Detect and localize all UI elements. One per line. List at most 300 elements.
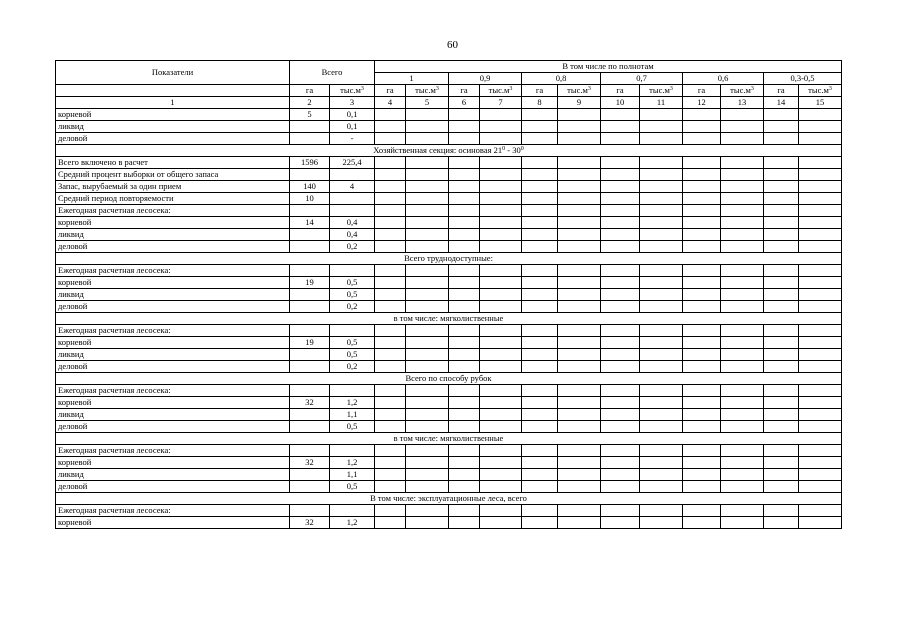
- empty-cell: [683, 469, 721, 481]
- row-label: ликвид: [56, 229, 290, 241]
- empty-cell: [601, 469, 640, 481]
- empty-cell: [601, 169, 640, 181]
- empty-cell: [683, 169, 721, 181]
- volume-cell: [330, 265, 375, 277]
- empty-cell: [480, 301, 522, 313]
- area-cell: 32: [290, 457, 330, 469]
- empty-cell: [522, 481, 558, 493]
- volume-cell: 0,2: [330, 241, 375, 253]
- empty-cell: [522, 409, 558, 421]
- empty-cell: [764, 121, 799, 133]
- empty-cell: [522, 421, 558, 433]
- empty-cell: [558, 277, 601, 289]
- empty-cell: [406, 157, 449, 169]
- column-number-cell: 5: [406, 97, 449, 109]
- empty-cell: [406, 241, 449, 253]
- row-label: деловой: [56, 241, 290, 253]
- empty-cell: [683, 445, 721, 457]
- density-header: 0,7: [601, 73, 683, 85]
- empty-cell: [558, 157, 601, 169]
- row-label: Средний процент выборки от общего запаса: [56, 169, 290, 181]
- volume-cell: 1,1: [330, 409, 375, 421]
- empty-cell: [601, 481, 640, 493]
- table-row: [56, 469, 842, 481]
- column-number-cell: 9: [558, 97, 601, 109]
- empty-cell: [721, 265, 764, 277]
- empty-cell: [522, 169, 558, 181]
- empty-cell: [480, 457, 522, 469]
- empty-cell: [764, 265, 799, 277]
- empty-cell: [799, 169, 842, 181]
- area-cell: 32: [290, 517, 330, 529]
- empty-cell: [683, 505, 721, 517]
- empty-cell: [601, 457, 640, 469]
- empty-cell: [522, 457, 558, 469]
- empty-cell: [522, 361, 558, 373]
- section-title: в том числе: мягколиственные: [56, 313, 842, 325]
- by-density-header: В том числе по полнотам: [375, 61, 842, 73]
- empty-cell: [601, 445, 640, 457]
- empty-cell: [558, 505, 601, 517]
- empty-cell: [640, 421, 683, 433]
- empty-cell: [558, 421, 601, 433]
- table-row: [56, 397, 842, 409]
- table-row: [56, 277, 842, 289]
- empty-cell: [522, 217, 558, 229]
- area-cell: [290, 133, 330, 145]
- unit-volume-sup: 3: [435, 86, 439, 93]
- empty-cell: [640, 469, 683, 481]
- empty-cell: [449, 469, 480, 481]
- empty-cell: [375, 481, 406, 493]
- empty-cell: [375, 385, 406, 397]
- table-row: [56, 157, 842, 169]
- area-cell: [290, 385, 330, 397]
- empty-cell: [375, 121, 406, 133]
- empty-cell: [683, 109, 721, 121]
- header-row-1: [56, 61, 842, 73]
- table-row: [56, 241, 842, 253]
- area-cell: 19: [290, 277, 330, 289]
- empty-cell: [640, 385, 683, 397]
- empty-cell: [721, 301, 764, 313]
- volume-cell: 1,2: [330, 457, 375, 469]
- empty-cell: [640, 325, 683, 337]
- empty-cell: [480, 481, 522, 493]
- table-row: [56, 133, 842, 145]
- volume-cell: [330, 325, 375, 337]
- empty-cell: [522, 109, 558, 121]
- units-row: [56, 85, 842, 97]
- area-cell: 5: [290, 109, 330, 121]
- empty-cell: [522, 445, 558, 457]
- empty-cell: [522, 277, 558, 289]
- empty-cell: [406, 109, 449, 121]
- row-label: Запас, вырубаемый за один прием: [56, 181, 290, 193]
- empty-cell: [375, 397, 406, 409]
- empty-cell: [558, 181, 601, 193]
- section-row: [56, 253, 842, 265]
- empty-cell: [449, 229, 480, 241]
- empty-cell: [522, 157, 558, 169]
- empty-cell: [640, 301, 683, 313]
- unit-volume-cell: $тыс.м^3$: [799, 85, 842, 97]
- empty-cell: [640, 241, 683, 253]
- empty-cell: [799, 481, 842, 493]
- empty-cell: [449, 481, 480, 493]
- empty-cell: [799, 505, 842, 517]
- empty-cell: [640, 205, 683, 217]
- empty-cell: [721, 445, 764, 457]
- empty-cell: [522, 349, 558, 361]
- volume-cell: 0,4: [330, 217, 375, 229]
- empty-cell: [558, 289, 601, 301]
- empty-cell: [558, 361, 601, 373]
- row-label: деловой: [56, 481, 290, 493]
- empty-cell: [375, 277, 406, 289]
- row-label: Ежегодная расчетная лесосека:: [56, 505, 290, 517]
- area-cell: [290, 121, 330, 133]
- empty-cell: [375, 109, 406, 121]
- volume-cell: [330, 505, 375, 517]
- empty-cell: [764, 385, 799, 397]
- empty-cell: [601, 133, 640, 145]
- empty-cell: [799, 469, 842, 481]
- row-label: деловой: [56, 421, 290, 433]
- empty-cell: [601, 109, 640, 121]
- section-title: в том числе: мягколиственные: [56, 433, 842, 445]
- empty-cell: [375, 517, 406, 529]
- row-label: корневой: [56, 109, 290, 121]
- empty-cell: [721, 517, 764, 529]
- empty-cell: [558, 169, 601, 181]
- empty-cell: [480, 229, 522, 241]
- empty-cell: [640, 193, 683, 205]
- empty-cell: [764, 133, 799, 145]
- density-header: 0,9: [449, 73, 522, 85]
- empty-cell: [480, 241, 522, 253]
- section-row: [56, 373, 842, 385]
- empty-cell: [764, 289, 799, 301]
- area-cell: [290, 409, 330, 421]
- area-cell: [290, 349, 330, 361]
- empty-cell: [558, 217, 601, 229]
- row-label: корневой: [56, 397, 290, 409]
- unit-volume-cell: $тыс.м^3$: [721, 85, 764, 97]
- volume-cell: [330, 205, 375, 217]
- empty-cell: [375, 457, 406, 469]
- area-cell: [290, 325, 330, 337]
- empty-cell: [799, 157, 842, 169]
- empty-cell: [522, 505, 558, 517]
- unit-volume-cell: $тыс.м^3$: [330, 85, 375, 97]
- empty-cell: [601, 217, 640, 229]
- area-cell: [290, 481, 330, 493]
- area-cell: [290, 169, 330, 181]
- empty-cell: [375, 325, 406, 337]
- empty-cell: [480, 445, 522, 457]
- column-number-row: [56, 97, 842, 109]
- empty-cell: [449, 289, 480, 301]
- indicators-header: Показатели: [56, 61, 290, 85]
- density-header: 0,3-0,5: [764, 73, 842, 85]
- table-row: [56, 193, 842, 205]
- empty-cell: [683, 337, 721, 349]
- empty-cell: [601, 193, 640, 205]
- empty-cell: [683, 121, 721, 133]
- empty-cell: [601, 517, 640, 529]
- empty-cell: [480, 109, 522, 121]
- empty-cell: [558, 205, 601, 217]
- empty-cell: [406, 301, 449, 313]
- table-row: [56, 361, 842, 373]
- empty-cell: [558, 325, 601, 337]
- volume-cell: [330, 169, 375, 181]
- empty-cell: [764, 505, 799, 517]
- empty-cell: [480, 325, 522, 337]
- empty-cell: [764, 193, 799, 205]
- area-cell: 14: [290, 217, 330, 229]
- area-cell: [290, 469, 330, 481]
- empty-cell: [721, 169, 764, 181]
- empty-cell: [683, 133, 721, 145]
- empty-cell: [640, 121, 683, 133]
- empty-cell: [764, 361, 799, 373]
- table-row: [56, 505, 842, 517]
- empty-cell: [406, 445, 449, 457]
- empty-cell: [764, 445, 799, 457]
- empty-cell: [683, 397, 721, 409]
- empty-cell: [721, 133, 764, 145]
- empty-cell: [449, 241, 480, 253]
- empty-cell: [375, 133, 406, 145]
- section-row: [56, 313, 842, 325]
- area-cell: 1596: [290, 157, 330, 169]
- unit-area-cell: га: [522, 85, 558, 97]
- area-cell: [290, 421, 330, 433]
- empty-cell: [764, 325, 799, 337]
- volume-cell: 0,1: [330, 121, 375, 133]
- empty-cell: [558, 469, 601, 481]
- volume-cell: 0,5: [330, 277, 375, 289]
- empty-cell: [522, 337, 558, 349]
- empty-cell: [640, 445, 683, 457]
- empty-cell: [721, 229, 764, 241]
- empty-cell: [721, 409, 764, 421]
- empty-cell: [764, 169, 799, 181]
- empty-cell: [721, 397, 764, 409]
- density-header: 0,8: [522, 73, 601, 85]
- area-cell: [290, 229, 330, 241]
- table-row: [56, 409, 842, 421]
- empty-cell: [406, 469, 449, 481]
- empty-cell: [375, 505, 406, 517]
- empty-cell: [799, 241, 842, 253]
- empty-cell: [601, 277, 640, 289]
- empty-cell: [640, 229, 683, 241]
- empty-cell: [601, 337, 640, 349]
- empty-cell: [558, 109, 601, 121]
- column-number-cell: 4: [375, 97, 406, 109]
- empty-cell: [449, 517, 480, 529]
- empty-cell: [799, 361, 842, 373]
- column-number-cell: 10: [601, 97, 640, 109]
- empty-cell: [721, 157, 764, 169]
- unit-volume-sup: 3: [828, 86, 832, 93]
- empty-cell: [406, 217, 449, 229]
- area-cell: [290, 445, 330, 457]
- area-cell: 19: [290, 337, 330, 349]
- row-label: корневой: [56, 277, 290, 289]
- empty-cell: [375, 217, 406, 229]
- empty-cell: [406, 133, 449, 145]
- volume-cell: 0,5: [330, 289, 375, 301]
- area-cell: 32: [290, 397, 330, 409]
- empty-cell: [449, 325, 480, 337]
- column-number-cell: 13: [721, 97, 764, 109]
- empty-cell: [764, 481, 799, 493]
- empty-cell: [640, 289, 683, 301]
- empty-cell: [480, 133, 522, 145]
- empty-cell: [799, 289, 842, 301]
- empty-cell: [640, 397, 683, 409]
- empty-cell: [601, 385, 640, 397]
- volume-cell: 0,5: [330, 349, 375, 361]
- row-label: ликвид: [56, 289, 290, 301]
- row-label: ликвид: [56, 349, 290, 361]
- empty-cell: [764, 517, 799, 529]
- empty-cell: [683, 385, 721, 397]
- unit-volume-sup: 3: [360, 86, 364, 93]
- empty-cell: [558, 397, 601, 409]
- empty-cell: [721, 361, 764, 373]
- column-number-cell: 11: [640, 97, 683, 109]
- empty-cell: [406, 325, 449, 337]
- empty-cell: [764, 217, 799, 229]
- row-label: деловой: [56, 361, 290, 373]
- empty-cell: [601, 349, 640, 361]
- empty-cell: [449, 265, 480, 277]
- empty-cell: [799, 337, 842, 349]
- empty-cell: [799, 217, 842, 229]
- empty-cell: [375, 289, 406, 301]
- empty-cell: [522, 517, 558, 529]
- empty-cell: [721, 277, 764, 289]
- column-number-cell: 6: [449, 97, 480, 109]
- unit-area-cell: га: [683, 85, 721, 97]
- empty-cell: [375, 421, 406, 433]
- empty-cell: [375, 337, 406, 349]
- empty-cell: [558, 121, 601, 133]
- empty-cell: [480, 289, 522, 301]
- empty-cell: [449, 121, 480, 133]
- section-row: [56, 493, 842, 505]
- empty-cell: [601, 157, 640, 169]
- column-number-cell: 12: [683, 97, 721, 109]
- empty-cell: [480, 517, 522, 529]
- empty-cell: [640, 349, 683, 361]
- volume-cell: 4: [330, 181, 375, 193]
- empty-cell: [683, 361, 721, 373]
- empty-cell: [375, 409, 406, 421]
- empty-cell: [406, 205, 449, 217]
- empty-cell: [640, 457, 683, 469]
- empty-cell: [721, 325, 764, 337]
- empty-cell: [449, 361, 480, 373]
- empty-cell: [799, 517, 842, 529]
- empty-cell: [449, 109, 480, 121]
- volume-cell: 0,5: [330, 421, 375, 433]
- empty-cell: [480, 349, 522, 361]
- empty-cell: [522, 133, 558, 145]
- empty-cell: [480, 421, 522, 433]
- empty-cell: [764, 397, 799, 409]
- empty-cell: [480, 205, 522, 217]
- empty-cell: [375, 301, 406, 313]
- table-row: [56, 229, 842, 241]
- row-label: корневой: [56, 337, 290, 349]
- empty-cell: [406, 229, 449, 241]
- unit-volume-sup: 3: [750, 86, 754, 93]
- unit-volume-cell: $тыс.м^3$: [558, 85, 601, 97]
- empty-cell: [558, 457, 601, 469]
- row-label: ликвид: [56, 121, 290, 133]
- degree-sup: 0: [502, 146, 506, 153]
- table-row: [56, 217, 842, 229]
- unit-volume-cell: $тыс.м^3$: [406, 85, 449, 97]
- empty-cell: [721, 109, 764, 121]
- table-row: [56, 481, 842, 493]
- empty-cell: [764, 181, 799, 193]
- empty-cell: [406, 397, 449, 409]
- table-row: [56, 517, 842, 529]
- table-row: [56, 169, 842, 181]
- empty-cell: [683, 481, 721, 493]
- empty-cell: [480, 121, 522, 133]
- empty-cell: [721, 421, 764, 433]
- empty-cell: [799, 229, 842, 241]
- volume-cell: 225,4: [330, 157, 375, 169]
- volume-cell: 0,5: [330, 481, 375, 493]
- empty-cell: [721, 481, 764, 493]
- empty-cell: [375, 157, 406, 169]
- empty-cell: [558, 337, 601, 349]
- empty-cell: [640, 133, 683, 145]
- row-label: ликвид: [56, 469, 290, 481]
- empty-cell: [449, 301, 480, 313]
- empty-cell: [406, 349, 449, 361]
- empty-cell: [522, 193, 558, 205]
- volume-cell: 0,5: [330, 337, 375, 349]
- empty-cell: [449, 421, 480, 433]
- empty-cell: [558, 241, 601, 253]
- empty-cell: [721, 469, 764, 481]
- empty-cell: [601, 409, 640, 421]
- section-title: Всего труднодоступные:: [56, 253, 842, 265]
- column-number-cell: 14: [764, 97, 799, 109]
- empty-cell: [799, 121, 842, 133]
- empty-cell: [799, 109, 842, 121]
- empty-cell: [522, 385, 558, 397]
- empty-cell: [764, 277, 799, 289]
- volume-cell: [330, 385, 375, 397]
- empty-cell: [449, 169, 480, 181]
- empty-cell: [640, 277, 683, 289]
- empty-cell: [799, 385, 842, 397]
- area-cell: 10: [290, 193, 330, 205]
- empty-cell: [449, 181, 480, 193]
- empty-cell: [406, 505, 449, 517]
